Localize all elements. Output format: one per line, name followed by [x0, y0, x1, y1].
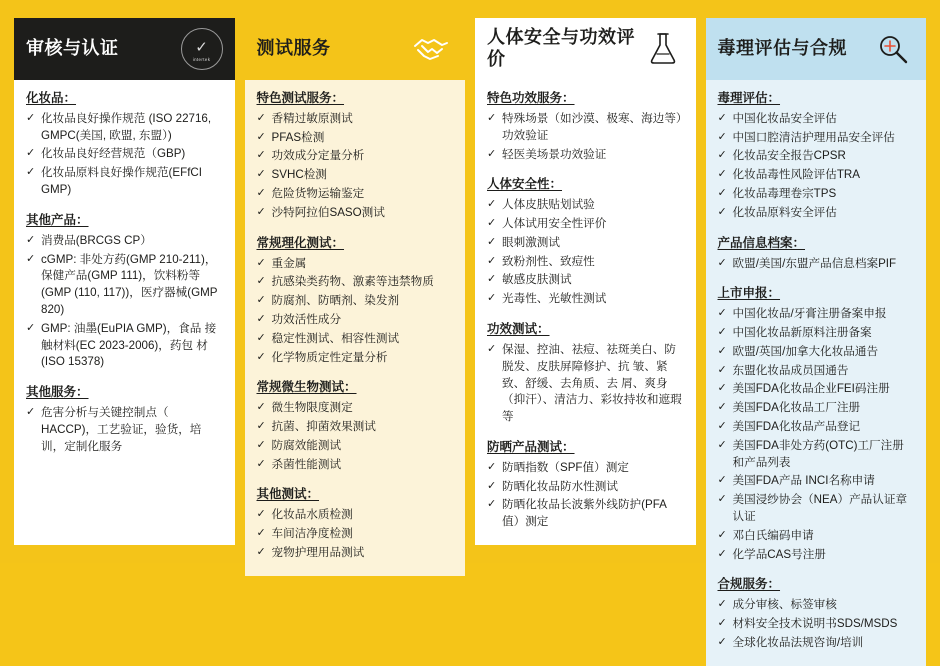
check-icon: ✓	[256, 438, 266, 451]
list-item: ✓ 微生物限度测定	[256, 401, 353, 415]
group-items	[487, 460, 684, 531]
group-items	[26, 405, 223, 455]
column-title: 测试服务	[256, 38, 331, 59]
check-icon: ✓	[256, 256, 266, 269]
check-icon: ✓	[256, 205, 266, 218]
check-icon: ✓	[256, 419, 266, 432]
group-featured-tests	[257, 90, 454, 222]
list-item: ✓ 化妆品毒理卷宗TPS	[717, 187, 837, 201]
list-item: ✓ 特殊场景（如沙漠、极寒、海边等）功效验证	[487, 112, 682, 142]
list-item: ✓ 轻医美场景功效验证	[487, 147, 607, 161]
intertek-wordmark: intertek	[192, 56, 211, 62]
list-item: ✓ 全球化妆品法规咨询/培训	[717, 635, 864, 649]
list-item: ✓ 眼刺激测试	[487, 235, 560, 249]
check-icon: ✓	[487, 217, 497, 230]
list-item: ✓ 化妆品毒性风险评估TRA	[717, 168, 861, 182]
check-icon: ✓	[256, 187, 266, 200]
list-item: ✓ 杀菌性能测试	[256, 457, 342, 471]
check-icon: ✓	[717, 344, 727, 357]
group-title: 上市申报：	[717, 286, 781, 301]
list-item: ✓ 欧盟/英国/加拿大化妆品通告	[717, 344, 879, 358]
check-icon: ✓	[717, 256, 727, 269]
group-cosmetics	[26, 90, 223, 199]
check-icon: ✓	[717, 493, 727, 506]
check-icon: ✓	[717, 307, 727, 320]
check-icon: ✓	[717, 635, 727, 648]
group-compliance-services	[718, 576, 915, 651]
list-item: ✓ 防腐效能测试	[256, 438, 342, 452]
list-item: ✓ 欧盟/美国/东盟产品信息档案PIF	[717, 256, 897, 270]
group-title: 产品信息档案：	[717, 235, 806, 250]
list-item: ✓ 防晒化妆品长波紫外线防护(PFA值）测定	[487, 498, 667, 529]
group-items	[718, 111, 915, 222]
group-items	[487, 197, 684, 308]
check-icon: ✓	[717, 130, 727, 143]
check-icon: ✓	[256, 168, 266, 181]
group-title: 防晒产品测试：	[487, 439, 575, 454]
list-item: ✓ 保湿、控油、祛痘、祛斑美白、防脱发、皮肤屏障修护、抗 皱、紧致、舒缓、去角质、去 屑、爽身（抑汗）、清洁力、彩妆持妆和遮瑕等	[487, 342, 682, 424]
list-item: ✓ 化妆品良好经营规范（GBP)	[26, 147, 186, 161]
check-icon: ✓	[717, 547, 727, 560]
list-item: ✓ 人体皮肤贴划试验	[487, 198, 595, 212]
check-icon: ✓	[717, 401, 727, 414]
list-item: ✓ 化妆品原料良好操作规范(EFfCI GMP)	[26, 166, 203, 197]
group-items	[26, 233, 223, 371]
list-item: ✓ 美国浸纱协会（NEA）产品认证章认证	[717, 493, 908, 523]
group-items	[487, 342, 684, 426]
group-other-services	[26, 384, 223, 455]
check-icon: ✓	[26, 233, 36, 246]
check-icon: ✓	[256, 545, 266, 558]
list-item: ✓ 化学物质定性定量分析	[256, 350, 388, 364]
handshake-icon	[411, 28, 453, 70]
list-item: ✓ 人体试用安全性评价	[487, 217, 607, 231]
check-icon: ✓	[256, 294, 266, 307]
column-body-safety	[475, 80, 696, 545]
check-icon: ✓	[487, 460, 497, 473]
list-item: ✓ 抗感染类药物、激素等违禁物质	[256, 275, 434, 289]
group-title: 常规理化测试：	[256, 235, 345, 250]
list-item: ✓ 宠物护理用品测试	[256, 545, 365, 559]
check-icon: ✓	[717, 326, 727, 338]
check-icon: ✓	[256, 149, 266, 162]
group-other-products	[26, 212, 223, 371]
group-items	[718, 597, 915, 651]
column-toxicology-compliance	[706, 18, 927, 649]
list-item: ✓ 中国化妆品安全评估	[717, 111, 837, 125]
check-icon: ✓	[487, 235, 497, 248]
column-title: 人体安全与功效评价	[487, 27, 635, 70]
check-icon: ✓	[487, 254, 497, 267]
column-body-audit	[14, 80, 235, 545]
check-icon: ✓	[256, 331, 266, 344]
list-item: ✓ 消费品(BRCGS CP）	[26, 233, 152, 247]
list-item: ✓ 化学品CAS号注册	[717, 547, 826, 561]
list-item: ✓ 危害分析与关键控制点（ HACCP)，工艺验证，验货，培训，定制化服务	[26, 405, 202, 453]
column-body-toxicology	[706, 80, 927, 666]
group-title: 合规服务：	[717, 577, 781, 592]
check-icon: ✓	[26, 321, 36, 334]
group-items	[487, 111, 684, 163]
list-item: ✓ 敏感皮肤测试	[487, 273, 572, 287]
list-item: ✓ 化妆品安全报告CPSR	[717, 149, 846, 163]
list-item: ✓ 防晒指数（SPF值）测定	[487, 460, 629, 474]
list-item: ✓ 稳定性测试、相容性测试	[256, 331, 400, 345]
check-icon: ✓	[717, 598, 727, 611]
check-icon: ✓	[256, 275, 266, 288]
check-icon: ✓	[26, 405, 36, 418]
group-title: 特色功效服务：	[487, 91, 575, 106]
list-item: ✓ 功效成分定量分析	[256, 149, 365, 163]
check-icon: ✓	[256, 130, 266, 143]
column-human-safety-efficacy	[475, 18, 696, 545]
list-item: ✓ 美国FDA化妆品企业FEI码注册	[717, 382, 890, 396]
list-item: ✓ PFAS检测	[256, 130, 325, 144]
list-item: ✓ cGMP: 非处方药(GMP 210-211)，保健产品(GMP 111)，饮料粉等(GMP (110, 117))，医疗器械(GMP 820)	[26, 252, 218, 316]
list-item: ✓ 车间洁净度检测	[256, 527, 353, 541]
check-icon: ✓	[717, 528, 727, 541]
check-icon: ✓	[487, 147, 497, 160]
check-icon: ✓	[717, 438, 727, 451]
list-item: ✓ 成分审核、标签审核	[717, 598, 837, 612]
list-item: ✓ 化妆品原料安全评估	[717, 205, 837, 219]
list-item: ✓ 材料安全技术说明书SDS/MSDS	[717, 617, 898, 631]
list-item: ✓ 化妆品良好操作规范 (ISO 22716, GMPC(美国, 欧盟, 东盟）)	[26, 111, 212, 142]
list-item: ✓ 致粉剂性、致痘性	[487, 254, 595, 268]
check-icon: ✓	[487, 292, 497, 305]
check-icon: ✓	[256, 508, 266, 521]
check-icon: ✓	[26, 111, 36, 124]
group-routine-micro	[257, 379, 454, 473]
check-icon: ✓	[487, 479, 497, 492]
check-icon: ✓	[487, 112, 497, 125]
group-title: 其他产品：	[26, 212, 89, 227]
group-title: 其他服务：	[26, 385, 89, 400]
list-item: ✓ 危险货物运输鉴定	[256, 187, 365, 201]
check-icon: ✓	[717, 474, 727, 487]
check-icon: ✓	[717, 187, 727, 200]
column-header-audit	[14, 18, 235, 80]
check-icon: ✓	[26, 252, 36, 265]
group-product-information-file	[718, 235, 915, 273]
column-testing-services	[245, 18, 466, 559]
list-item: ✓ SVHC检测	[256, 168, 327, 182]
check-icon: ✓	[717, 205, 727, 218]
list-item: ✓ 美国FDA化妆品产品登记	[717, 419, 861, 433]
group-featured-efficacy	[487, 90, 684, 163]
check-icon: ✓	[717, 111, 727, 124]
column-audit-certification	[14, 18, 235, 545]
group-title: 特色测试服务：	[256, 91, 345, 105]
group-items	[257, 256, 454, 367]
list-item: ✓ 香精过敏原测试	[256, 111, 353, 125]
list-item: ✓ 沙特阿拉伯SASO测试	[256, 205, 385, 219]
group-items	[257, 400, 454, 473]
flask-icon	[642, 28, 684, 70]
check-icon: ✓	[717, 382, 727, 395]
list-item: ✓ 中国化妆品新原料注册备案	[717, 326, 872, 339]
check-icon: ✓	[487, 273, 497, 286]
check-icon: ✓	[256, 350, 266, 363]
check-icon: ✓	[256, 527, 266, 540]
group-routine-physchem	[257, 235, 454, 367]
group-toxicology-assessment	[718, 90, 915, 222]
group-title: 人体安全性：	[487, 177, 563, 192]
check-icon: ✓	[717, 617, 727, 630]
check-icon: ✓	[717, 419, 727, 432]
check-icon: ✓	[256, 312, 266, 325]
check-icon: ✓	[487, 342, 497, 355]
column-title: 毒理评估与合规	[717, 38, 847, 59]
group-other-tests	[257, 486, 454, 561]
group-items	[718, 256, 915, 273]
check-icon: ✓	[717, 363, 727, 376]
check-icon: ✓	[26, 166, 36, 179]
list-item: ✓ GMP: 油墨(EuPIA GMP)，食品 接触材料(EC 2023-2006)，药包 材(ISO 15378)	[26, 321, 217, 369]
column-header-testing	[245, 18, 466, 80]
group-sunscreen-tests	[487, 439, 684, 531]
group-items	[257, 111, 454, 222]
list-item: ✓ 化妆品水质检测	[256, 508, 353, 522]
magnifier-icon	[872, 28, 914, 70]
group-title: 常规微生物测试：	[256, 380, 357, 395]
column-title: 审核与认证	[26, 38, 119, 59]
check-icon: ✓	[487, 498, 497, 511]
check-icon: ✓	[256, 401, 266, 414]
list-item: ✓ 美国FDA非处方药(OTC)工厂注册和产品列表	[717, 438, 904, 469]
list-item: ✓ 重金属	[256, 256, 307, 270]
check-icon: ✓	[717, 168, 727, 181]
check-icon: ✓	[717, 149, 727, 162]
list-item: ✓ 中国化妆品/牙膏注册备案申报	[717, 307, 887, 321]
list-item: ✓ 东盟化妆品成员国通告	[717, 363, 849, 377]
list-item: ✓ 中国口腔清洁护理用品安全评估	[717, 130, 895, 144]
list-item: ✓ 美国FDA产品 INCI名称申请	[717, 474, 875, 488]
column-header-toxicology	[706, 18, 927, 80]
check-icon: ✓	[487, 198, 497, 211]
check-icon: ✓	[256, 111, 266, 124]
group-items	[257, 507, 454, 561]
group-title: 功效测试：	[487, 322, 550, 337]
check-icon: ✓	[256, 457, 266, 470]
column-header-safety	[475, 18, 696, 80]
group-efficacy-tests	[487, 321, 684, 426]
check-icon: ✓	[26, 147, 36, 160]
group-human-safety	[487, 176, 684, 308]
column-body-testing	[245, 80, 466, 576]
intertek-check-circle-icon: ✓ intertek	[181, 28, 223, 70]
group-items	[718, 306, 915, 563]
list-item: ✓ 光毒性、光敏性测试	[487, 292, 607, 306]
group-title: 其他测试：	[256, 487, 320, 502]
list-item: ✓ 功效活性成分	[256, 312, 342, 326]
list-item: ✓ 防晒化妆品防水性测试	[487, 479, 618, 493]
list-item: ✓ 抗菌、抑菌效果测试	[256, 419, 376, 433]
group-title: 毒理评估：	[717, 91, 781, 105]
list-item: ✓ 美国FDA化妆品工厂注册	[717, 401, 861, 415]
list-item: ✓ 防腐剂、防晒剂、染发剂	[256, 294, 400, 308]
group-title: 化妆品：	[26, 91, 77, 105]
group-market-registration	[718, 285, 915, 563]
list-item: ✓ 邓白氏编码申请	[717, 528, 814, 542]
group-items	[26, 111, 223, 199]
